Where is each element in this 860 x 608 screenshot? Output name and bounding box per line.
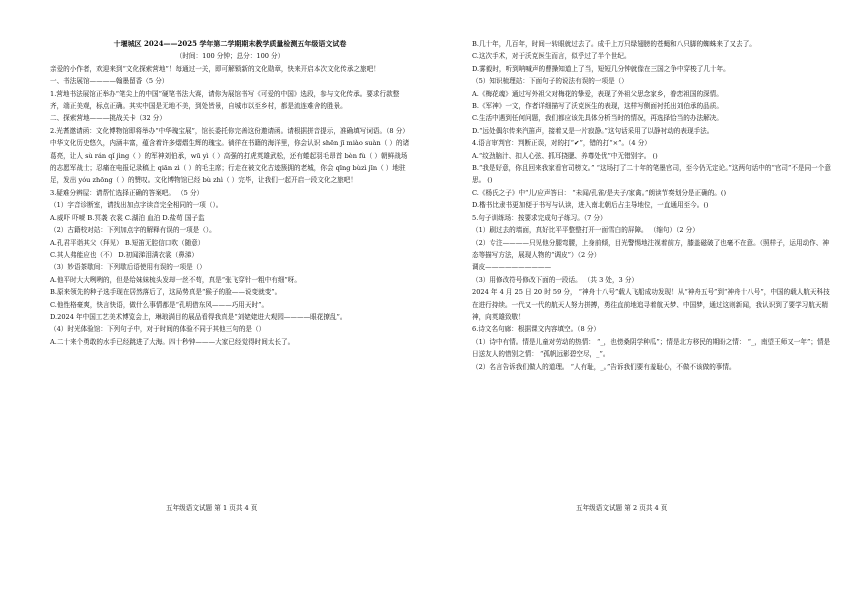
right-line: B.几十年，几百年，时间一转眼就过去了。成千上万只绿翅膀的苍蝇和八只脚的蜘蛛来了又去了。	[472, 40, 756, 48]
right-line: 2024 年 4 月 25 日 20 时 59 分， “神舟十八号”载人飞船成功发现！从“神舟五号”到“神舟十八号”，中国的载人航天科技在进行持续。一代又一代的航天人努力拼搏，勇往直前地追寻着航天梦、中国梦，通过这则新闻，我认识到了要学习航天精神，向英雄致敬！	[472, 288, 830, 321]
left-line: （2）古籍校对站：下列加点字的解释有误的一项是（）。	[50, 226, 216, 235]
right-line: B.“我是好意，你且回来我家看官司榜文。” “这场打了二十年的笔墨官司，至今仍无定论。”这两句话中的“官司”不是同一个意思。 ()	[472, 164, 831, 185]
right-line: C.《杨氏之子》中“儿/应声答曰： “未闻/孔雀/是夫子/家禽。”朗读节奏划分是正确的。()	[472, 188, 727, 197]
right-line: （1）刷过去的墙面，真好比平平整整打开一面雪白的屏障。 （缩句）（2 分）	[472, 226, 699, 235]
right-line: 4.语言审判官：判断正误，对的打“✔”，错的打“×”。（4 分）	[472, 139, 651, 148]
left-column	[50, 38, 410, 348]
left-text-block	[50, 63, 410, 348]
right-line: （5）知识梳理站：下面句子的说法有误的一项是（）	[472, 77, 628, 86]
right-line: （2）专注————只见他分腿弯腰，上身前倾，目光警惕地注视着前方，膝盖磁破了也毫不在意。（照样子，运用动作、神态等描写方法，展现人物的“调皮”）（2 分）	[472, 238, 829, 259]
right-line: D.雾毅时，听到呐喊声的曹操知道上了当，短短几分钟就像在三国之争中穿梭了几十年。	[472, 64, 730, 73]
right-line: B.《军神》一文，作者详细描写了沃克医生的表现，这样写侧面衬托出刘伯承的品质。	[472, 102, 723, 111]
left-line: A.他平时大大咧咧的，但是给妹妹梳头发却一丝不苟，真是“张飞穿针一粗中有细”呀。	[50, 275, 301, 284]
page-footer-left: 五年级语文试题 第 1 页共 4 页	[166, 504, 258, 512]
left-line: A.二十来个勇敢的水手已经跳进了大海。四十秒钟———大家已经觉得时间太长了。	[50, 337, 295, 346]
right-line: A.“纹劲脑汁、扣人心弦、抓耳挠腮、养尊处优”中无错别字。 ()	[472, 151, 658, 160]
left-line: 2.光耆邀请函：文化博物馆即将举办“中华瑰宝展”，馆长委托你完善这份邀请函。请根据拼音提示，准确填写词语。（8 分）	[50, 126, 409, 135]
right-line: 调皮——————————	[472, 263, 552, 272]
left-line: C.他性格豪爽，快言快语，做什么事情都是“孔明借东风———巧用天时”。	[50, 300, 269, 309]
left-line: 1.营地书法展馆正举办“笔尖上的中国”硬笔书法大赛，请你为展馆书写《可爱的中国》选段，参与文化传承。要求行款整齐，端正美观，标点正确。其实中国是无地不美，到处皆景，自城市以至乡村，都是流连难舍的胜景。	[50, 89, 400, 111]
right-line: C.这次手术，对于沃克医生而言，似乎过了半个世纪。	[472, 52, 631, 61]
right-line: 5.句子训练场：按要求完成句子练习。（7 分）	[472, 213, 607, 222]
left-line: A.威吓 吓唬 B.冥袭 衣裳 C.湖泊 血泊 D.盐苟 国子监	[50, 213, 205, 222]
right-line: D.楷书比隶书更加便于书写与认读，进入南北朝后占主导地位，一直通用至今。()	[472, 201, 709, 210]
left-line: （4）时光体验馆：下列句子中，对于时间的体验不同于其他三句的是（）	[50, 325, 266, 334]
left-line: 3.疑难分辨屋：请帮忙选择正确的答案吧。 （5 分）	[50, 188, 204, 197]
right-line: D.“远处偶尔传来汽笛声，接着又是一片寂静。”这句话采用了以静衬动的表现手法。	[472, 126, 714, 135]
left-line: 亲爱的小作者，欢迎来到“文化探索营地”！每通过一关，即可解锁新的文化勋章，快来开启本次文化传承之旅吧！	[50, 64, 380, 73]
left-line: C.其人弗能应也（不） D.初闻涕泪满衣裳（鼻涕）	[50, 250, 199, 259]
right-text-block	[472, 38, 832, 373]
right-line: （3）用修改符号修改下面的一段话。 （共 3 处，3 分）	[472, 275, 639, 284]
left-line: 二、探索营地———挑战关卡（32 分）	[50, 114, 166, 123]
left-line: 中华文化历史悠久，内涵丰富，蕴含着许多熠熠生辉的瑰宝。徜徉在书籍的海洋里，你会认识 shēn jī miào suàn（ ）的诸葛亮，让人 sù rán qǐ jìng（ ）的军神刘伯承，wū yì（ ）高强的打虎英雄武松，还有蜷起羽毛昂首 bèn fù（ ）朝鲜战场的志愿军战士；忍痛在电报记录稿上 qiān zì（ ）的毛主席；行走在被文化古迹簇拥的老城，你会 qīng bùzì jīn（ ）地驻足，发出 yóu zhōng（ ）的赞叹。文化博物馆已经 bù zhì（ ）完毕，让我们一起开启一段文化之旅吧！	[50, 139, 410, 185]
left-line: B.原来领先的种子选手现在居然落后了，这局势真是“猴子的脸——说变就变”。	[50, 288, 282, 297]
right-line: 6.诗文名句廊：根据课文内容填空。（8 分）	[472, 325, 600, 334]
right-line: （1）诗中有情。情是儿童对劳动的热情： “_，也傍桑阴学种瓜”；情是北方移民的期盼之情： “_，南望王师又一年”；情是日送友人的惜别之情： “孤帆远影碧空尽，_”。	[472, 337, 831, 359]
right-line: C.生活中遇到任何问题，我们都应该先具体分析当时的情况，再选择恰当的办法解决。	[472, 114, 723, 123]
right-line: A.《梅花魂》通过写外祖父对梅花的挚爱，表现了外祖父思念家乡，眷恋祖国的深情。	[472, 89, 723, 98]
page-footer-right: 五年级语文试题 第 2 页共 4 页	[576, 504, 668, 512]
left-line: （3）妙语茶歇间：下列歇后语使用有误的一项是（）	[50, 263, 206, 272]
right-column	[472, 38, 832, 373]
left-line: （1）字音诊断室，请找出加点字读音完全相同的一项（）。	[50, 201, 223, 210]
left-line: D.2024 年中国工艺美术博览会上，琳琅满目的展品看得我真是“刘姥姥进大观园————眼花撩乱”。	[50, 312, 347, 321]
right-line: （2）名言告诉我们做人的道理。 “人有耻，_。”告诉我们要有羞耻心，不做不该做的事情。	[472, 362, 736, 371]
left-line: A.孔君平诣其父（拜见） B.短笛无腔信口吹（随意）	[50, 238, 205, 247]
exam-title: 十堰城区 2024——2025 学年第二学期期末教学质量检测五年级语文试卷	[113, 39, 347, 48]
left-line: 一、书法展馆————翰墨留香（5 分）	[50, 77, 169, 86]
exam-subtitle: （时间：100 分钟；总分：100 分）	[175, 52, 285, 61]
